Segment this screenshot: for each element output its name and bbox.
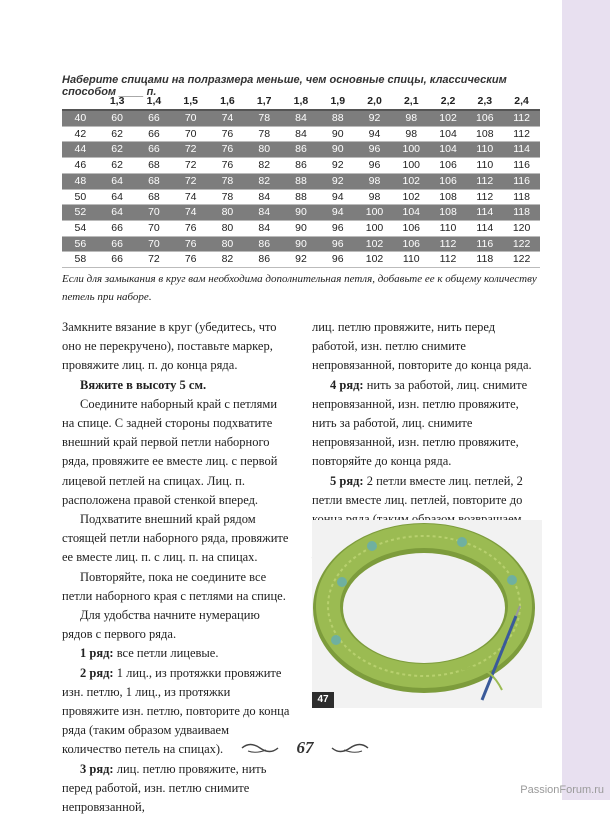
table-cell: 112 [466, 173, 503, 189]
table-cell: 110 [393, 252, 430, 268]
row-header-cell: 58 [62, 252, 99, 268]
table-cell: 106 [430, 158, 467, 174]
table-cell: 118 [503, 205, 540, 221]
table-cell: 102 [430, 110, 467, 126]
row-header-cell: 46 [62, 158, 99, 174]
table-cell: 66 [136, 126, 173, 142]
section-heading [62, 376, 290, 395]
table-header-cell: 1,8 [283, 94, 320, 110]
table-cell: 92 [356, 110, 393, 126]
paragraph: Замкните вязание в круг (убедитесь, что оно не перекручено), поставьте маркер, провяжите лиц. п. до конца ряда. [62, 320, 277, 373]
table-row [62, 158, 540, 174]
table-cell: 70 [136, 236, 173, 252]
row-label: 3 ряд: [80, 761, 114, 776]
table-cell: 112 [503, 110, 540, 126]
table-cell: 76 [172, 252, 209, 268]
table-cell: 86 [246, 252, 283, 268]
table-cell: 116 [466, 236, 503, 252]
table-header-cell: 2,0 [356, 94, 393, 110]
table-cell: 102 [393, 173, 430, 189]
table-cell: 80 [246, 142, 283, 158]
table-row [62, 173, 540, 189]
table-cell: 118 [466, 252, 503, 268]
row-header-cell: 56 [62, 236, 99, 252]
table-cell: 90 [283, 236, 320, 252]
table-cell: 86 [246, 236, 283, 252]
table-cell: 106 [430, 173, 467, 189]
paragraph: Подхватите внешний край рядом стоящей петли наборного ряда, провяжите ее вместе лиц. п. с лиц. п. на спицах. [62, 512, 289, 565]
marker-icon [337, 577, 347, 587]
table-cell: 66 [99, 236, 136, 252]
paragraph: Для удобства начните нумерацию рядов с первого ряда. [62, 608, 260, 642]
ornament-left-icon [240, 740, 278, 756]
table-cell: 78 [246, 110, 283, 126]
row-instruction-4 [312, 376, 540, 472]
table-cell: 88 [283, 173, 320, 189]
page-footer [240, 734, 370, 762]
table-cell: 106 [393, 236, 430, 252]
table-cell: 94 [356, 126, 393, 142]
table-cell: 90 [283, 220, 320, 236]
table-cell: 110 [466, 158, 503, 174]
table-cell: 90 [283, 205, 320, 221]
heading-text: Вяжите в высоту 5 см. [80, 377, 207, 392]
table-header-cell: 1,9 [319, 94, 356, 110]
table-cell: 64 [99, 173, 136, 189]
table-cell: 90 [319, 126, 356, 142]
table-cell: 92 [319, 173, 356, 189]
table-row [62, 142, 540, 158]
table-cell: 100 [356, 220, 393, 236]
table-cell: 82 [209, 252, 246, 268]
watermark: PassionForum.ru [520, 784, 604, 796]
table-cell: 108 [466, 126, 503, 142]
page-number: 67 [296, 738, 314, 757]
table-row [62, 236, 540, 252]
table-cell: 88 [319, 110, 356, 126]
photo-number-badge: 47 [312, 692, 334, 708]
table-cell: 108 [430, 189, 467, 205]
table-cell: 110 [466, 142, 503, 158]
paragraph: лиц. петлю провяжите, нить перед работой, изн. петлю снимите непровязанной, повторите до конца ряда. [312, 320, 532, 373]
table-cell: 102 [356, 236, 393, 252]
table-cell: 66 [99, 252, 136, 268]
marker-icon [367, 541, 377, 551]
table-cell: 96 [319, 220, 356, 236]
table-cell: 66 [136, 142, 173, 158]
gauge-table [62, 94, 540, 268]
side-strip [562, 0, 610, 800]
table-cell: 100 [356, 205, 393, 221]
table-cell: 116 [503, 173, 540, 189]
table-cell: 74 [172, 189, 209, 205]
row-label: 2 ряд: [80, 665, 114, 680]
table-cell: 64 [99, 189, 136, 205]
table-cell: 76 [172, 220, 209, 236]
table-cell: 94 [319, 205, 356, 221]
marker-icon [457, 537, 467, 547]
marker-icon [507, 575, 517, 585]
table-cell: 98 [356, 173, 393, 189]
table-cell: 76 [209, 126, 246, 142]
table-cell: 92 [283, 252, 320, 268]
table-header-row [62, 94, 540, 110]
marker-icon [331, 635, 341, 645]
table-cell: 84 [246, 220, 283, 236]
table-header-cell [62, 94, 99, 110]
table-cell: 106 [393, 220, 430, 236]
table-cell: 90 [319, 142, 356, 158]
table-cell: 80 [209, 205, 246, 221]
table-cell: 114 [466, 220, 503, 236]
row-header-cell: 54 [62, 220, 99, 236]
row-header-cell: 42 [62, 126, 99, 142]
table-cell: 72 [172, 173, 209, 189]
table-cell: 66 [99, 220, 136, 236]
table-cell: 96 [319, 236, 356, 252]
table-cell: 72 [172, 158, 209, 174]
table-row [62, 126, 540, 142]
table-cell: 60 [99, 110, 136, 126]
row-text: нить за работой, лиц. снимите непровязанной, изн. петлю провяжите, нить за работой, лиц. снимите непровязанной, изн. петлю провяжите, повторяйте до конца ряда. [312, 377, 528, 469]
table-cell: 62 [99, 126, 136, 142]
table-cell: 76 [209, 158, 246, 174]
row-text: лиц. петлю провяжите, нить перед работой, изн. петлю снимите непровязанной, [62, 761, 267, 815]
table-header-cell: 2,1 [393, 94, 430, 110]
table-title: Наберите спицами на полразмера меньше, чем основные спицы, классическим способом ____ п. [62, 74, 507, 98]
table-cell: 118 [503, 189, 540, 205]
row-instruction-1 [62, 644, 290, 663]
table-cell: 72 [172, 142, 209, 158]
table-cell: 74 [209, 110, 246, 126]
table-cell: 100 [393, 158, 430, 174]
table-cell: 102 [393, 189, 430, 205]
table-cell: 122 [503, 252, 540, 268]
table-cell: 76 [172, 236, 209, 252]
row-label: 5 ряд: [330, 473, 364, 488]
table-cell: 82 [246, 173, 283, 189]
table-cell: 66 [136, 110, 173, 126]
table-cell: 94 [319, 189, 356, 205]
table-cell: 64 [99, 205, 136, 221]
row-instruction-3 [62, 760, 290, 817]
table-cell: 116 [503, 158, 540, 174]
table-cell: 108 [430, 205, 467, 221]
row-label: 1 ряд: [80, 646, 114, 661]
table-header-cell: 1,5 [172, 94, 209, 110]
table-cell: 104 [430, 126, 467, 142]
row-header-cell: 48 [62, 173, 99, 189]
table-cell: 70 [172, 126, 209, 142]
table-cell: 78 [209, 173, 246, 189]
table-cell: 86 [283, 142, 320, 158]
table-cell: 84 [246, 205, 283, 221]
table-row [62, 220, 540, 236]
table-cell: 80 [209, 236, 246, 252]
table-note: Если для замыкания в круг вам необходима дополнительная петля, добавьте ее к общему количеству петель при наборе. [62, 273, 537, 303]
table-cell: 68 [136, 173, 173, 189]
table-cell: 110 [430, 220, 467, 236]
table-header-cell: 2,4 [503, 94, 540, 110]
table-cell: 96 [356, 142, 393, 158]
row-text: 1 лиц., из протяжки провяжите изн. петлю, 1 лиц., из протяжки провяжите изн. петлю, повторите до конца ряда (таким образом удваиваем количество петель на спицах). [62, 665, 290, 757]
row-label: 4 ряд: [330, 377, 364, 392]
paragraph: Соедините наборный край с петлями на спице. С задней стороны подхватите внешний край первой петли наборного ряда, провяжите ее вместе лиц. с первой лицевой петлей на спицах. Лиц. п. расположена правой стенкой вперед. [62, 396, 278, 507]
table-cell: 84 [246, 189, 283, 205]
table-body [62, 110, 540, 268]
table-cell: 100 [393, 142, 430, 158]
table-cell: 114 [503, 142, 540, 158]
table-cell: 96 [319, 252, 356, 268]
table-cell: 98 [393, 126, 430, 142]
table-cell: 112 [466, 189, 503, 205]
row-header-cell: 40 [62, 110, 99, 126]
table-cell: 112 [503, 126, 540, 142]
paragraph: Повторяйте, пока не соедините все петли наборного края с петлями на спице. [62, 569, 286, 603]
row-text: 2 петли вместе лиц. петлей, 2 петли вместе лиц. петлей, повторите до [312, 473, 523, 507]
table-header-cell: 2,2 [430, 94, 467, 110]
row-header-cell: 50 [62, 189, 99, 205]
row-header-cell: 52 [62, 205, 99, 221]
table-cell: 96 [356, 158, 393, 174]
table-cell: 92 [319, 158, 356, 174]
table-cell: 104 [430, 142, 467, 158]
table-cell: 112 [430, 236, 467, 252]
knitting-photo [312, 520, 542, 708]
table-cell: 112 [430, 252, 467, 268]
table-cell: 98 [356, 189, 393, 205]
row-header-cell: 44 [62, 142, 99, 158]
table-row [62, 252, 540, 268]
table-row [62, 189, 540, 205]
table-cell: 82 [246, 158, 283, 174]
table-cell: 70 [172, 110, 209, 126]
table-header-cell: 1,7 [246, 94, 283, 110]
table-row [62, 205, 540, 221]
table-header-cell: 1,4 [136, 94, 173, 110]
table-cell: 70 [136, 220, 173, 236]
knitted-ring-illustration [312, 520, 542, 708]
ornament-right-icon [332, 740, 370, 756]
table-cell: 76 [209, 142, 246, 158]
table-cell: 106 [466, 110, 503, 126]
table-cell: 68 [136, 189, 173, 205]
table-cell: 114 [466, 205, 503, 221]
table-cell: 80 [209, 220, 246, 236]
table-cell: 78 [209, 189, 246, 205]
table-cell: 88 [283, 189, 320, 205]
row-text: все петли лицевые. [113, 646, 219, 661]
table-cell: 122 [503, 236, 540, 252]
table-cell: 104 [393, 205, 430, 221]
table-cell: 74 [172, 205, 209, 221]
table-header-cell: 1,3 [99, 94, 136, 110]
table-cell: 84 [283, 126, 320, 142]
table-cell: 120 [503, 220, 540, 236]
table-cell: 86 [283, 158, 320, 174]
table-header-cell: 1,6 [209, 94, 246, 110]
table-cell: 78 [246, 126, 283, 142]
table-cell: 102 [356, 252, 393, 268]
table-cell: 62 [99, 158, 136, 174]
table-cell: 98 [393, 110, 430, 126]
table-cell: 70 [136, 205, 173, 221]
table-cell: 68 [136, 158, 173, 174]
table-cell: 84 [283, 110, 320, 126]
table-cell: 72 [136, 252, 173, 268]
table-header-cell: 2,3 [466, 94, 503, 110]
table-cell: 62 [99, 142, 136, 158]
table-row [62, 110, 540, 126]
